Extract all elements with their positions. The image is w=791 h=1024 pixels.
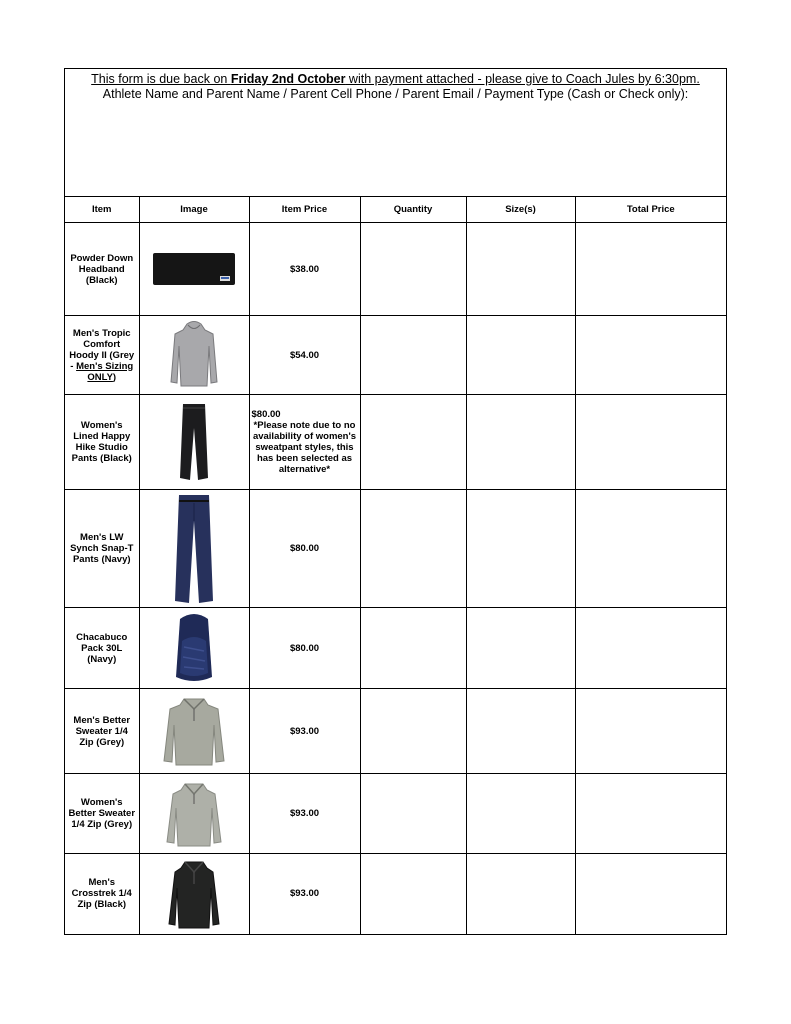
sizes-cell[interactable] <box>466 854 575 934</box>
due-date-notice: This form is due back on Friday 2nd October with payment attached - please give to Coach Jules by 6:30pm. <box>91 72 700 86</box>
item-image <box>139 395 249 490</box>
womens-pants-icon <box>176 402 212 482</box>
item-name: Women's Better Sweater 1/4 Zip (Grey) <box>65 774 139 854</box>
total-price-cell[interactable] <box>575 854 726 934</box>
item-image <box>139 608 249 689</box>
column-header-image: Image <box>139 197 249 223</box>
column-header-quantity: Quantity <box>360 197 466 223</box>
item-image <box>139 689 249 774</box>
sizes-cell[interactable] <box>466 774 575 854</box>
sizes-cell[interactable] <box>466 316 575 395</box>
item-name: Men's LW Synch Snap-T Pants (Navy) <box>65 490 139 608</box>
item-name: Men's Better Sweater 1/4 Zip (Grey) <box>65 689 139 774</box>
table-header-row <box>65 197 726 223</box>
quantity-cell[interactable] <box>360 774 466 854</box>
item-name: Powder Down Headband (Black) <box>65 223 139 316</box>
table-row <box>65 223 726 316</box>
item-image <box>139 223 249 316</box>
quantity-cell[interactable] <box>360 316 466 395</box>
item-price: $93.00 <box>249 774 360 854</box>
total-price-cell[interactable] <box>575 608 726 689</box>
item-image <box>139 316 249 395</box>
order-table <box>65 197 726 934</box>
item-price: $93.00 <box>249 854 360 934</box>
quantity-cell[interactable] <box>360 854 466 934</box>
total-price-cell[interactable] <box>575 316 726 395</box>
table-row <box>65 774 726 854</box>
table-row <box>65 316 726 395</box>
column-header-item: Item <box>65 197 139 223</box>
column-header-item-price: Item Price <box>249 197 360 223</box>
order-form <box>64 68 727 935</box>
total-price-cell[interactable] <box>575 689 726 774</box>
item-name: Men's Tropic Comfort Hoody II (Grey - Men's Sizing ONLY) <box>65 316 139 395</box>
quantity-cell[interactable] <box>360 490 466 608</box>
total-price-cell[interactable] <box>575 490 726 608</box>
sizes-cell[interactable] <box>466 490 575 608</box>
item-price: $80.00 *Please note due to no availability of women's sweatpant styles, this has been selected as alternative* <box>249 395 360 490</box>
quantity-cell[interactable] <box>360 689 466 774</box>
backpack-icon <box>172 611 216 685</box>
sizes-cell[interactable] <box>466 395 575 490</box>
crosstrek-icon <box>167 858 221 930</box>
quantity-cell[interactable] <box>360 608 466 689</box>
hoody-icon <box>169 320 219 390</box>
quantity-cell[interactable] <box>360 223 466 316</box>
price-note: *Please note due to no availability of women's sweatpant styles, this has been selected as alternative* <box>252 420 357 475</box>
table-row <box>65 854 726 934</box>
item-price: $54.00 <box>249 316 360 395</box>
item-price: $80.00 <box>249 608 360 689</box>
mens-sweater-icon <box>162 695 226 767</box>
womens-sweater-icon <box>165 780 223 848</box>
mens-pants-icon <box>171 493 217 605</box>
total-price-cell[interactable] <box>575 223 726 316</box>
item-name: Men's Crosstrek 1/4 Zip (Black) <box>65 854 139 934</box>
table-row <box>65 490 726 608</box>
quantity-cell[interactable] <box>360 395 466 490</box>
item-image <box>139 774 249 854</box>
form-header <box>65 69 726 197</box>
column-header-total-price: Total Price <box>575 197 726 223</box>
table-row <box>65 608 726 689</box>
item-image <box>139 490 249 608</box>
table-row <box>65 689 726 774</box>
item-name: Chacabuco Pack 30L (Navy) <box>65 608 139 689</box>
headband-icon <box>152 250 236 288</box>
sizes-cell[interactable] <box>466 608 575 689</box>
column-header-sizes: Size(s) <box>466 197 575 223</box>
total-price-cell[interactable] <box>575 395 726 490</box>
sizes-cell[interactable] <box>466 689 575 774</box>
table-row <box>65 395 726 490</box>
item-price: $38.00 <box>249 223 360 316</box>
item-image <box>139 854 249 934</box>
item-price: $93.00 <box>249 689 360 774</box>
athlete-info-prompt: Athlete Name and Parent Name / Parent Cell Phone / Parent Email / Payment Type (Cash or Check only): <box>102 87 689 101</box>
total-price-cell[interactable] <box>575 774 726 854</box>
sizes-cell[interactable] <box>466 223 575 316</box>
item-name: Women's Lined Happy Hike Studio Pants (Black) <box>65 395 139 490</box>
item-price: $80.00 <box>249 490 360 608</box>
